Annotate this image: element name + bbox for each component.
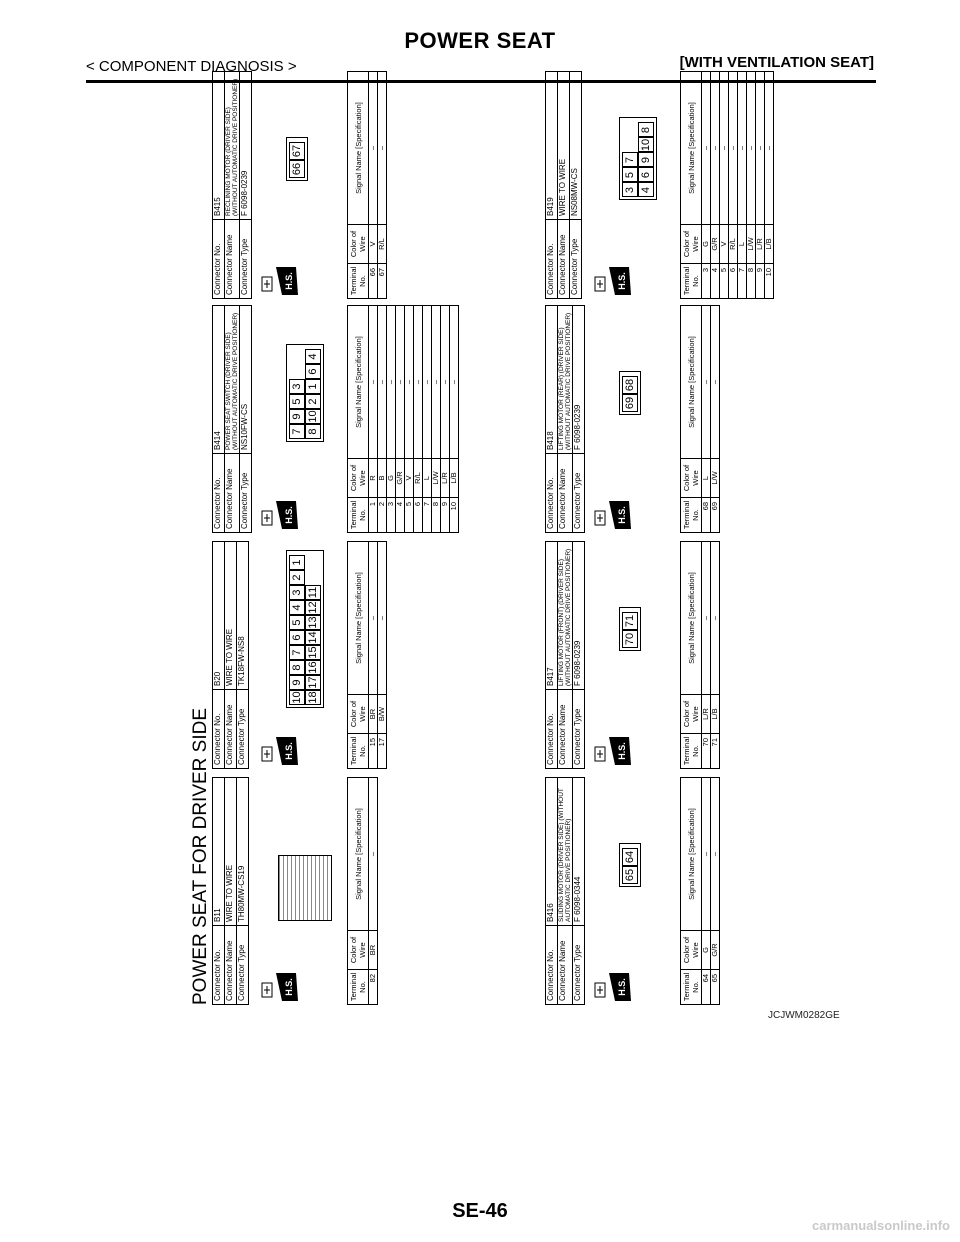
connector-name-value: WIRE TO WIRE bbox=[225, 778, 237, 926]
terminal-no: 7 bbox=[738, 264, 747, 299]
connector-type-label: Connector Type bbox=[570, 220, 582, 299]
hs-badge bbox=[593, 497, 638, 531]
pin-cavity: 69 bbox=[622, 394, 638, 412]
terminal-row bbox=[450, 306, 459, 533]
pin-cavity: 1 bbox=[289, 555, 305, 570]
terminal-no: 9 bbox=[756, 264, 765, 299]
signal-name: – bbox=[711, 778, 720, 931]
wire-color: G/R bbox=[396, 459, 405, 498]
col-terminal-header: Terminal No. bbox=[348, 264, 369, 299]
terminal-table bbox=[347, 71, 387, 299]
signal-name: – bbox=[711, 72, 720, 225]
terminal-no: 3 bbox=[702, 264, 711, 299]
pin-cavity: 67 bbox=[289, 142, 305, 160]
terminal-row bbox=[414, 306, 423, 533]
terminal-row bbox=[711, 306, 720, 533]
terminal-row bbox=[702, 778, 711, 1005]
figure-heading: POWER SEAT FOR DRIVER SIDE bbox=[190, 707, 211, 1005]
pin-cavity: 6 bbox=[305, 364, 321, 379]
pin-cavity: 5 bbox=[622, 168, 638, 183]
terminal-row bbox=[702, 306, 711, 533]
connector-no-label: Connector No. bbox=[213, 926, 225, 1005]
connector-panel bbox=[545, 777, 870, 1005]
wire-color: L bbox=[702, 459, 711, 498]
svg-text:H.S.: H.S. bbox=[284, 978, 294, 996]
pin-cavity: 70 bbox=[622, 630, 638, 648]
connector-face bbox=[272, 541, 342, 719]
terminal-no: 5 bbox=[720, 264, 729, 299]
col-signal-header: Signal Name [Specification] bbox=[348, 778, 369, 931]
connector-name-value: LIFTING MOTOR (FRONT) (DRIVER SIDE) (WITHOUT AUTOMATIC DRIVE POSITIONER) bbox=[558, 542, 573, 690]
connector-panel bbox=[545, 305, 870, 533]
connector-type-label: Connector Type bbox=[240, 220, 252, 299]
connector-no-value: B415 bbox=[213, 72, 225, 220]
connector-panel bbox=[212, 541, 537, 769]
signal-name: – bbox=[405, 306, 414, 459]
pin-cavity: 8 bbox=[638, 123, 654, 138]
terminal-row bbox=[432, 306, 441, 533]
signal-name: – bbox=[702, 542, 711, 695]
pin-cavity: 16 bbox=[307, 661, 319, 674]
pin-cavity: 3 bbox=[289, 585, 305, 600]
terminal-no: 9 bbox=[441, 498, 450, 533]
connector-name-label: Connector Name bbox=[558, 454, 573, 533]
pin-cavity: 18 bbox=[307, 691, 319, 704]
terminal-row bbox=[747, 72, 756, 299]
connector-name-label: Connector Name bbox=[558, 220, 570, 299]
terminal-row bbox=[369, 542, 378, 769]
terminal-row bbox=[378, 72, 387, 299]
col-signal-header: Signal Name [Specification] bbox=[348, 72, 369, 225]
col-color-header: Color of Wire bbox=[348, 931, 369, 970]
connector-type-label: Connector Type bbox=[573, 926, 585, 1005]
signal-name: – bbox=[747, 72, 756, 225]
connector-info-table bbox=[212, 71, 252, 299]
terminal-row bbox=[378, 542, 387, 769]
wire-color: L bbox=[738, 225, 747, 264]
terminal-no: 64 bbox=[702, 970, 711, 1005]
connector-name-label: Connector Name bbox=[558, 690, 573, 769]
connector-outline bbox=[278, 855, 332, 921]
pin-cavity: 4 bbox=[289, 600, 305, 615]
connector-type-label: Connector Type bbox=[237, 690, 249, 769]
pin-cavity: 64 bbox=[622, 848, 638, 866]
terminal-no: 8 bbox=[747, 264, 756, 299]
col-color-header: Color of Wire bbox=[681, 931, 702, 970]
wire-color: R/L bbox=[414, 459, 423, 498]
terminal-row bbox=[711, 72, 720, 299]
connector-type-label: Connector Type bbox=[573, 454, 585, 533]
connector-face bbox=[605, 541, 675, 719]
connector-no-value: B416 bbox=[546, 778, 558, 926]
terminal-no: 67 bbox=[378, 264, 387, 299]
signal-name: – bbox=[765, 72, 774, 225]
terminal-no: 65 bbox=[711, 970, 720, 1005]
terminal-no: 4 bbox=[396, 498, 405, 533]
signal-name: – bbox=[369, 306, 378, 459]
wire-color: G bbox=[387, 459, 396, 498]
terminal-row bbox=[369, 72, 378, 299]
connector-name-value: POWER SEAT SWITCH (DRIVER SIDE) (WITHOUT AUTOMATIC DRIVE POSITIONER) bbox=[225, 306, 240, 454]
svg-text:H.S.: H.S. bbox=[284, 742, 294, 760]
pin-cavity: 8 bbox=[305, 424, 321, 439]
col-color-header: Color of Wire bbox=[348, 459, 369, 498]
col-terminal-header: Terminal No. bbox=[348, 734, 369, 769]
signal-name: – bbox=[711, 542, 720, 695]
connector-type-value: F 6098-0344 bbox=[573, 778, 585, 926]
terminal-table bbox=[680, 541, 720, 769]
signal-name: – bbox=[702, 778, 711, 931]
col-terminal-header: Terminal No. bbox=[348, 498, 369, 533]
connector-type-label: Connector Type bbox=[237, 926, 249, 1005]
col-terminal-header: Terminal No. bbox=[681, 498, 702, 533]
col-color-header: Color of Wire bbox=[681, 459, 702, 498]
terminal-no: 69 bbox=[711, 498, 720, 533]
connector-name-label: Connector Name bbox=[225, 690, 237, 769]
connector-face bbox=[272, 305, 342, 483]
hs-badge bbox=[593, 969, 638, 1003]
pin-cavity: 6 bbox=[289, 630, 305, 645]
hs-badge bbox=[260, 263, 305, 297]
signal-name: – bbox=[738, 72, 747, 225]
pin-cavity: 9 bbox=[289, 675, 305, 690]
pin-cavity: 68 bbox=[622, 376, 638, 394]
col-signal-header: Signal Name [Specification] bbox=[348, 542, 369, 695]
wire-color: R bbox=[369, 459, 378, 498]
connector-type-label: Connector Type bbox=[573, 690, 585, 769]
connector-info-table bbox=[212, 305, 252, 533]
pin-cavity: 3 bbox=[289, 379, 305, 394]
terminal-table bbox=[680, 305, 720, 533]
connector-face bbox=[272, 777, 342, 955]
svg-text:H.S.: H.S. bbox=[617, 506, 627, 524]
col-color-header: Color of Wire bbox=[681, 695, 702, 734]
connector-type-value: NS08MW-CS bbox=[570, 72, 582, 220]
pin-cavity: 9 bbox=[289, 409, 305, 424]
wire-color: L/R bbox=[702, 695, 711, 734]
connector-face bbox=[605, 777, 675, 955]
signal-name: – bbox=[387, 306, 396, 459]
signal-name: – bbox=[396, 306, 405, 459]
connector-name-label: Connector Name bbox=[225, 926, 237, 1005]
terminal-row bbox=[369, 778, 378, 1005]
connector-no-label: Connector No. bbox=[213, 454, 225, 533]
terminal-no: 70 bbox=[702, 734, 711, 769]
terminal-row bbox=[405, 306, 414, 533]
connector-face bbox=[272, 71, 342, 249]
pin-cavity: 10 bbox=[291, 691, 303, 704]
pin-cavity: 4 bbox=[638, 183, 654, 198]
page-number: SE-46 bbox=[452, 1200, 508, 1222]
signal-name: – bbox=[702, 306, 711, 459]
col-color-header: Color of Wire bbox=[681, 225, 702, 264]
terminal-row bbox=[387, 306, 396, 533]
wire-color: G/R bbox=[711, 931, 720, 970]
signal-name: – bbox=[423, 306, 432, 459]
pin-cavity: 17 bbox=[307, 676, 319, 689]
col-terminal-header: Terminal No. bbox=[681, 264, 702, 299]
connector-panel bbox=[212, 777, 537, 1005]
pin-cavity: 7 bbox=[289, 645, 305, 660]
pin-cavity: 66 bbox=[289, 160, 305, 178]
terminal-table bbox=[347, 305, 459, 533]
terminal-no: 66 bbox=[369, 264, 378, 299]
svg-text:H.S.: H.S. bbox=[617, 742, 627, 760]
terminal-no: 6 bbox=[729, 264, 738, 299]
connector-info-table bbox=[545, 541, 585, 769]
col-signal-header: Signal Name [Specification] bbox=[681, 72, 702, 225]
wire-color: L/W bbox=[711, 459, 720, 498]
hs-badge bbox=[260, 497, 305, 531]
signal-name: – bbox=[378, 72, 387, 225]
wire-color: G/R bbox=[711, 225, 720, 264]
terminal-row bbox=[711, 542, 720, 769]
terminal-table bbox=[347, 541, 387, 769]
terminal-row bbox=[423, 306, 432, 533]
terminal-no: 8 bbox=[432, 498, 441, 533]
col-signal-header: Signal Name [Specification] bbox=[348, 306, 369, 459]
page-title: POWER SEAT bbox=[404, 28, 556, 53]
signal-name: – bbox=[378, 542, 387, 695]
connector-type-value: TK18FW-NS8 bbox=[237, 542, 249, 690]
terminal-no: 71 bbox=[711, 734, 720, 769]
connector-type-value: TH80MW-CS19 bbox=[237, 778, 249, 926]
terminal-row bbox=[378, 306, 387, 533]
connector-panel bbox=[212, 305, 537, 533]
watermark: carmanualsonline.info bbox=[812, 1218, 950, 1233]
wire-color: V bbox=[369, 225, 378, 264]
col-color-header: Color of Wire bbox=[348, 695, 369, 734]
connector-no-value: B417 bbox=[546, 542, 558, 690]
signal-name: – bbox=[702, 72, 711, 225]
terminal-table bbox=[680, 777, 720, 1005]
hs-badge bbox=[260, 733, 305, 767]
connector-name-value: LIFTING MOTOR (REAR) (DRIVER SIDE) (WITHOUT AUTOMATIC DRIVE POSITIONER) bbox=[558, 306, 573, 454]
section-label: < COMPONENT DIAGNOSIS > bbox=[86, 58, 297, 75]
col-signal-header: Signal Name [Specification] bbox=[681, 778, 702, 931]
signal-name: – bbox=[729, 72, 738, 225]
wire-color: L/R bbox=[756, 225, 765, 264]
wire-color: BR bbox=[369, 695, 378, 734]
wire-color: BR bbox=[369, 931, 378, 970]
signal-name: – bbox=[450, 306, 459, 459]
col-signal-header: Signal Name [Specification] bbox=[681, 542, 702, 695]
wire-color: L/B bbox=[450, 459, 459, 498]
connector-type-value: F 6098-0239 bbox=[240, 72, 252, 220]
signal-name: – bbox=[369, 778, 378, 931]
terminal-row bbox=[720, 72, 729, 299]
connector-info-table bbox=[212, 541, 249, 769]
connector-no-label: Connector No. bbox=[213, 690, 225, 769]
signal-name: – bbox=[369, 72, 378, 225]
wire-color: V bbox=[720, 225, 729, 264]
connector-no-label: Connector No. bbox=[546, 220, 558, 299]
pin-cavity: 6 bbox=[638, 168, 654, 183]
terminal-row bbox=[702, 72, 711, 299]
connector-no-value: B418 bbox=[546, 306, 558, 454]
pin-cavity: 7 bbox=[622, 153, 638, 168]
connector-panel bbox=[545, 71, 870, 299]
wire-color: R/L bbox=[378, 225, 387, 264]
wire-color: G bbox=[702, 225, 711, 264]
terminal-row bbox=[369, 306, 378, 533]
connector-info-table bbox=[545, 777, 585, 1005]
terminal-row bbox=[765, 72, 774, 299]
terminal-no: 1 bbox=[369, 498, 378, 533]
connector-face bbox=[605, 71, 675, 249]
terminal-no: 68 bbox=[702, 498, 711, 533]
pin-cavity: 7 bbox=[289, 424, 305, 439]
wire-color: L/R bbox=[441, 459, 450, 498]
pin-cavity: 13 bbox=[307, 616, 319, 629]
connector-panel bbox=[212, 71, 537, 299]
pin-cavity: 4 bbox=[305, 349, 321, 364]
connector-type-value: NS10FW-CS bbox=[240, 306, 252, 454]
terminal-no: 15 bbox=[369, 734, 378, 769]
terminal-row bbox=[702, 542, 711, 769]
hs-badge bbox=[593, 263, 638, 297]
wire-color: L/W bbox=[432, 459, 441, 498]
terminal-table bbox=[347, 777, 378, 1005]
connector-no-value: B414 bbox=[213, 306, 225, 454]
terminal-no: 10 bbox=[765, 264, 774, 299]
connector-no-label: Connector No. bbox=[546, 454, 558, 533]
pin-cavity: 5 bbox=[289, 615, 305, 630]
svg-text:H.S.: H.S. bbox=[284, 506, 294, 524]
pin-cavity: 10 bbox=[307, 410, 319, 423]
terminal-no: 82 bbox=[369, 970, 378, 1005]
pin-cavity: 71 bbox=[622, 612, 638, 630]
terminal-row bbox=[441, 306, 450, 533]
terminal-no: 17 bbox=[378, 734, 387, 769]
signal-name: – bbox=[414, 306, 423, 459]
terminal-no: 4 bbox=[711, 264, 720, 299]
connector-no-label: Connector No. bbox=[213, 220, 225, 299]
col-terminal-header: Terminal No. bbox=[348, 970, 369, 1005]
wire-color: B bbox=[378, 459, 387, 498]
connector-face bbox=[605, 305, 675, 483]
connector-type-label: Connector Type bbox=[240, 454, 252, 533]
connector-type-value: F 6098-0239 bbox=[573, 306, 585, 454]
variant-label: [WITH VENTILATION SEAT] bbox=[679, 54, 874, 71]
connector-panel bbox=[545, 541, 870, 769]
pin-cavity: 15 bbox=[307, 646, 319, 659]
signal-name: – bbox=[441, 306, 450, 459]
hs-badge bbox=[260, 969, 305, 1003]
terminal-table bbox=[680, 71, 774, 299]
terminal-row bbox=[711, 778, 720, 1005]
pin-cavity: 11 bbox=[307, 586, 319, 599]
pin-cavity: 12 bbox=[307, 601, 319, 614]
connector-type-value: F 6098-0239 bbox=[573, 542, 585, 690]
connector-no-label: Connector No. bbox=[546, 926, 558, 1005]
pin-cavity: 2 bbox=[289, 570, 305, 585]
signal-name: – bbox=[369, 542, 378, 695]
pin-cavity: 2 bbox=[305, 394, 321, 409]
pin-cavity: 3 bbox=[622, 183, 638, 198]
wire-color: L/B bbox=[711, 695, 720, 734]
terminal-no: 5 bbox=[405, 498, 414, 533]
terminal-row bbox=[729, 72, 738, 299]
connector-no-value: B11 bbox=[213, 778, 225, 926]
pin-cavity: 9 bbox=[638, 153, 654, 168]
signal-name: – bbox=[432, 306, 441, 459]
connector-name-label: Connector Name bbox=[225, 454, 240, 533]
col-signal-header: Signal Name [Specification] bbox=[681, 306, 702, 459]
hs-badge bbox=[593, 733, 638, 767]
signal-name: – bbox=[720, 72, 729, 225]
connector-no-label: Connector No. bbox=[546, 690, 558, 769]
terminal-no: 10 bbox=[450, 498, 459, 533]
connector-no-value: B20 bbox=[213, 542, 225, 690]
signal-name: – bbox=[756, 72, 765, 225]
pin-cavity: 8 bbox=[289, 660, 305, 675]
svg-text:H.S.: H.S. bbox=[617, 272, 627, 290]
terminal-row bbox=[396, 306, 405, 533]
wire-color: R/L bbox=[729, 225, 738, 264]
signal-name: – bbox=[711, 306, 720, 459]
col-terminal-header: Terminal No. bbox=[681, 970, 702, 1005]
pin-cavity: 1 bbox=[305, 379, 321, 394]
svg-text:H.S.: H.S. bbox=[617, 978, 627, 996]
col-terminal-header: Terminal No. bbox=[681, 734, 702, 769]
connector-name-label: Connector Name bbox=[558, 926, 573, 1005]
figure-code: JCJWM0282GE bbox=[768, 1010, 840, 1021]
connector-name-value: WIRE TO WIRE bbox=[558, 72, 570, 220]
connector-info-table bbox=[545, 305, 585, 533]
svg-text:H.S.: H.S. bbox=[284, 272, 294, 290]
connector-info-table bbox=[545, 71, 582, 299]
pin-cavity: 10 bbox=[640, 138, 652, 152]
pin-cavity: 5 bbox=[289, 394, 305, 409]
terminal-row bbox=[738, 72, 747, 299]
terminal-row bbox=[756, 72, 765, 299]
wire-color: G bbox=[702, 931, 711, 970]
connector-name-value: RECLINING MOTOR (DRIVER SIDE) (WITHOUT AUTOMATIC DRIVE POSITIONER) bbox=[225, 72, 240, 220]
pin-cavity: 14 bbox=[307, 631, 319, 644]
connector-info-table bbox=[212, 777, 249, 1005]
wire-color: B/W bbox=[378, 695, 387, 734]
connector-diagram-figure bbox=[190, 78, 835, 1005]
col-color-header: Color of Wire bbox=[348, 225, 369, 264]
terminal-no: 6 bbox=[414, 498, 423, 533]
terminal-no: 2 bbox=[378, 498, 387, 533]
pin-cavity: 65 bbox=[622, 866, 638, 884]
wire-color: L/W bbox=[747, 225, 756, 264]
terminal-no: 7 bbox=[423, 498, 432, 533]
signal-name: – bbox=[378, 306, 387, 459]
wire-color: V bbox=[405, 459, 414, 498]
connector-name-label: Connector Name bbox=[225, 220, 240, 299]
terminal-no: 3 bbox=[387, 498, 396, 533]
wire-color: L/B bbox=[765, 225, 774, 264]
connector-name-value: SLIDING MOTOR (DRIVER SIDE) (WITHOUT AUTOMATIC DRIVE POSITIONER) bbox=[558, 778, 573, 926]
wire-color: L bbox=[423, 459, 432, 498]
connector-name-value: WIRE TO WIRE bbox=[225, 542, 237, 690]
connector-no-value: B419 bbox=[546, 72, 558, 220]
